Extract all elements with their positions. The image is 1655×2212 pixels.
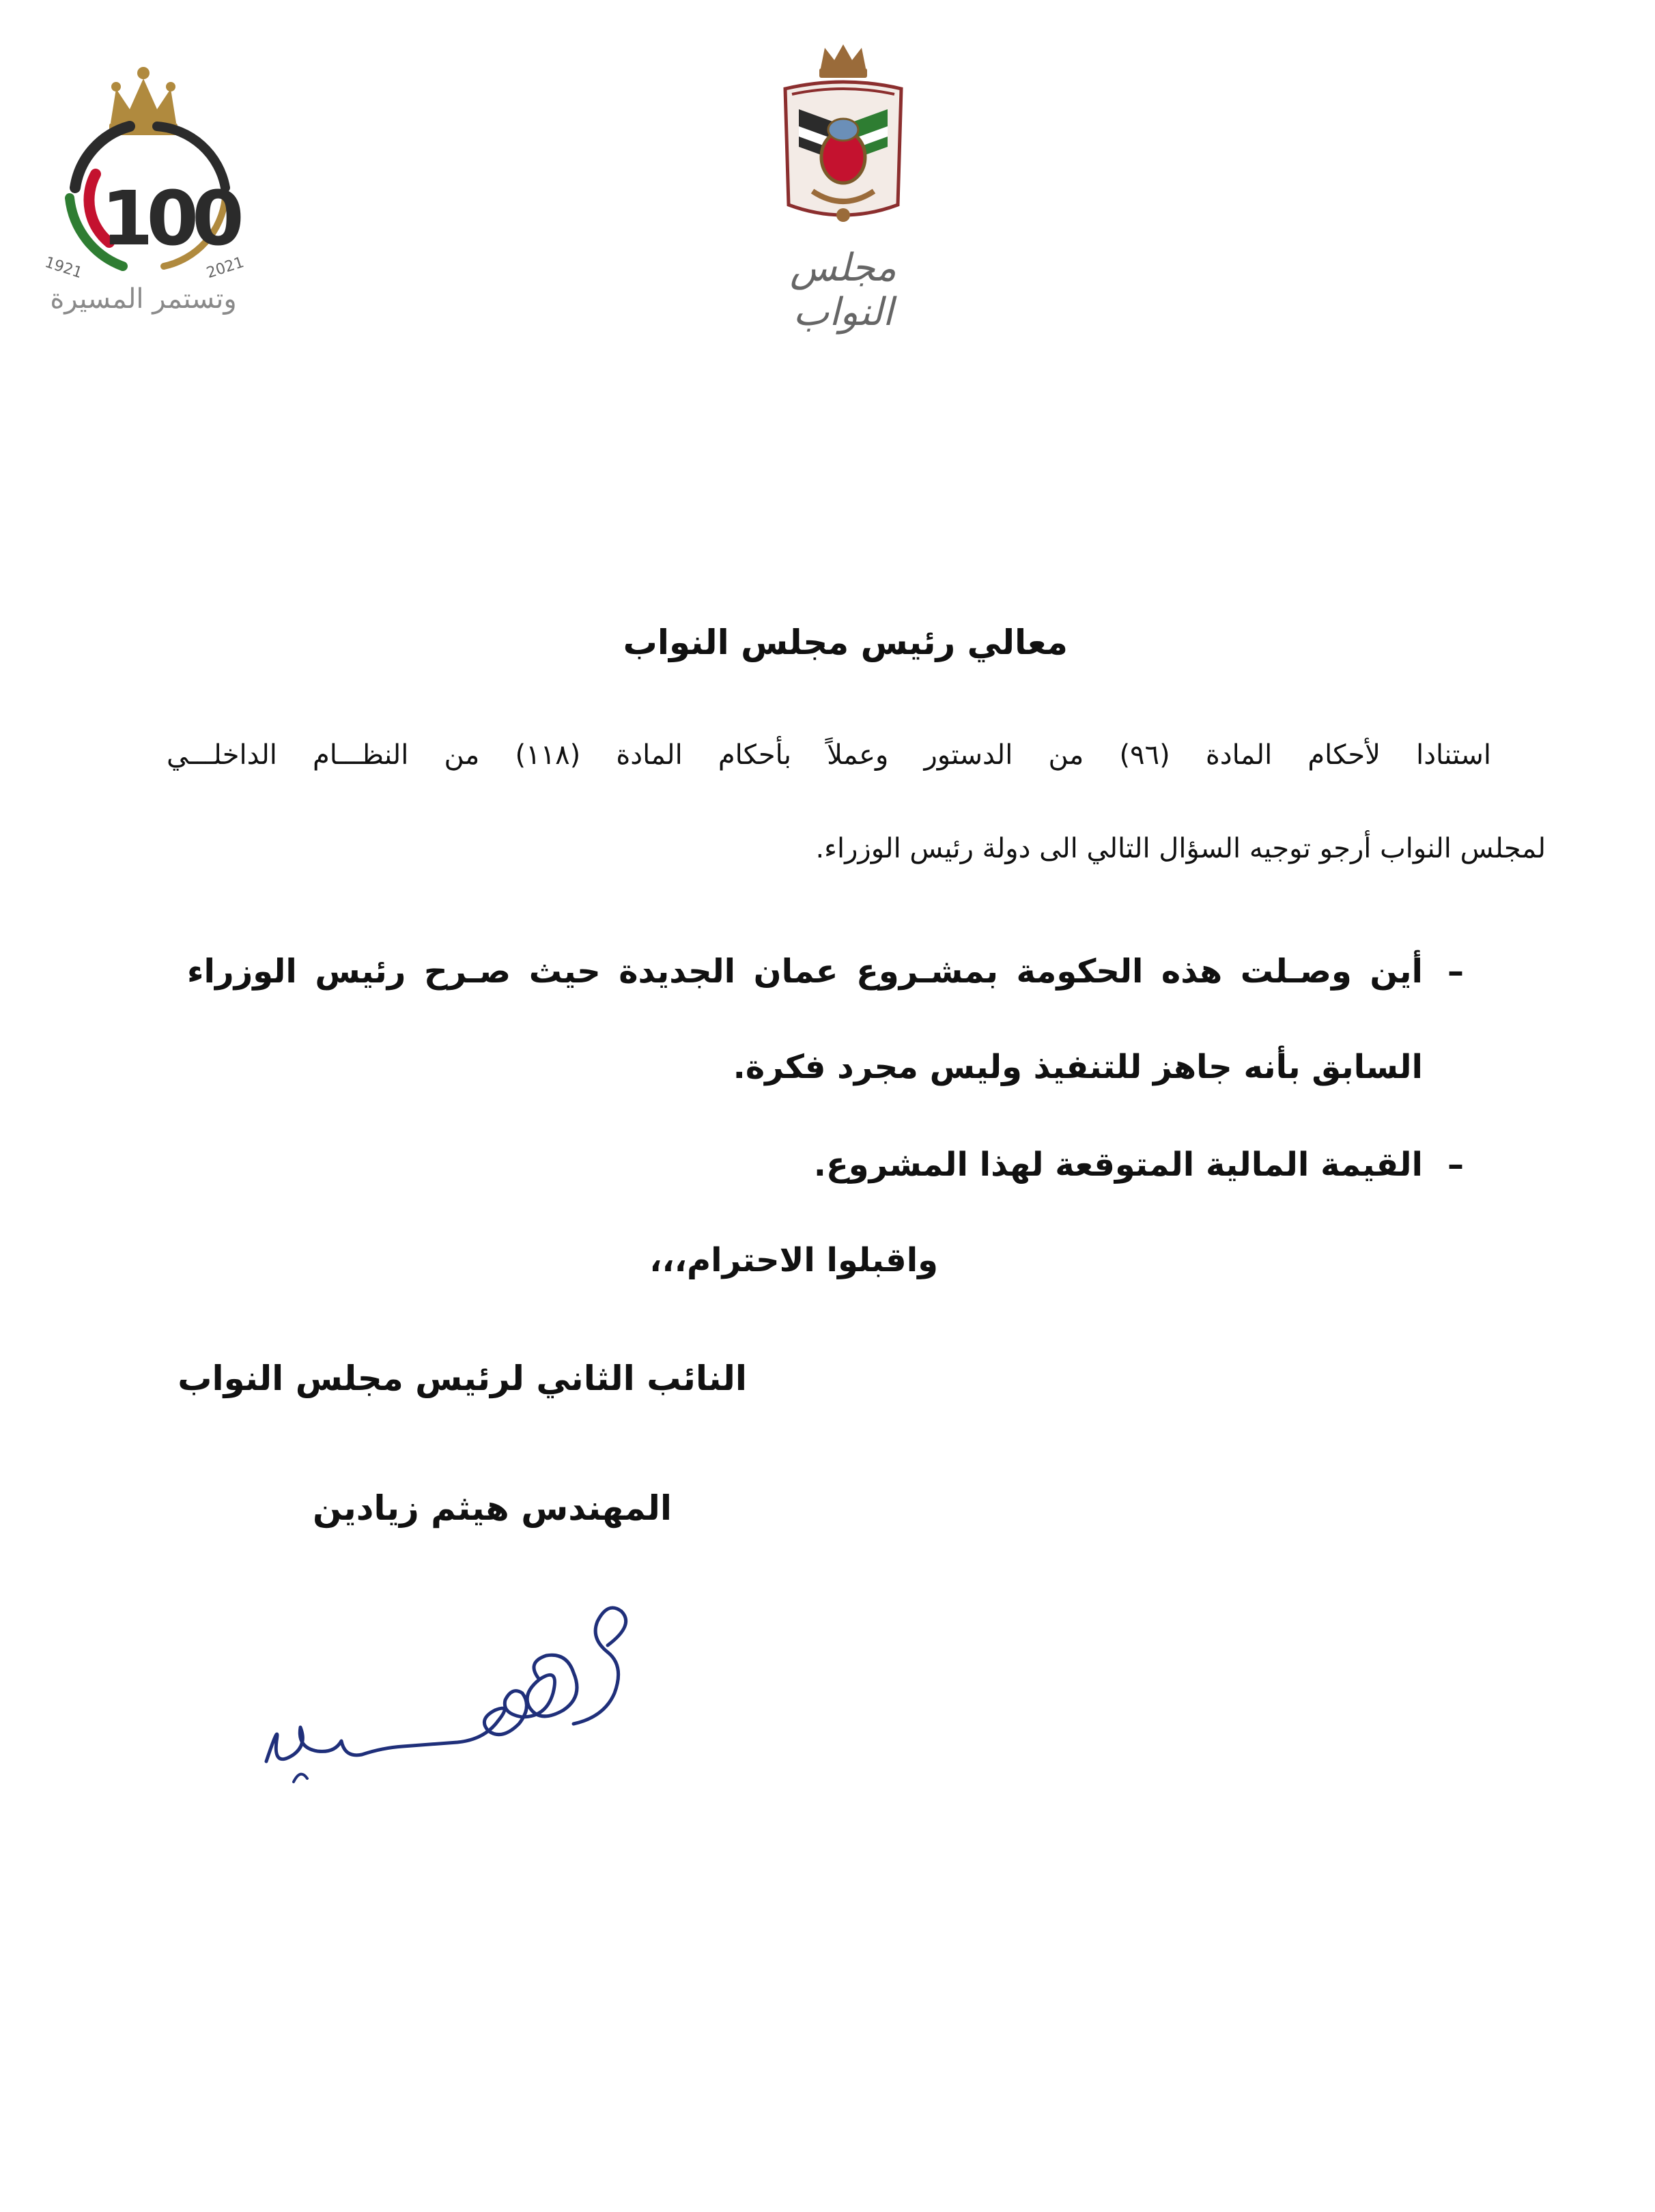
coat-of-arms-icon [772, 41, 915, 239]
signatory-title: النائب الثاني لرئيس مجلس النواب [178, 1359, 747, 1398]
question-bullet-1: – [1447, 952, 1464, 991]
centenary-year-end: 2021 [204, 253, 246, 283]
question-1-line-2: السابق بأنه جاهز للتنفيذ وليس مجرد فكرة. [733, 1048, 1423, 1086]
centenary-number-text: 100 [101, 175, 238, 262]
parliament-name-heading: مجلس النواب [789, 246, 897, 335]
centenary-year-start: 1921 [42, 253, 85, 283]
intro-line-2: لمجلس النواب أرجو توجيه السؤال التالي الى دولة رئيس الوزراء. [815, 833, 1546, 864]
question-bullet-2: – [1447, 1146, 1464, 1184]
closing-remark: واقبلوا الاحترام،،، [649, 1241, 938, 1279]
handwritten-signature [253, 1584, 649, 1802]
question-1-line-1: أين وصـلت هذه الحكومة بمشـروع عمان الجديدة حيث صـرح رئيس الوزراء [187, 952, 1423, 991]
signatory-name: المهندس هيثم زيادين [312, 1488, 672, 1528]
centenary-number [101, 175, 258, 262]
question-2: القيمة المالية المتوقعة لهذا المشروع. [813, 1146, 1423, 1184]
centenary-slogan: وتستمر المسيرة [50, 283, 237, 315]
centenary-logo [27, 51, 259, 328]
salutation: معالي رئيس مجلس النواب [623, 623, 1068, 662]
intro-line-1: استنادا لأحكام المادة (٩٦) من الدستور وعملاً بأحكام المادة (١١٨) من النظـــام الداخلـــي [167, 739, 1491, 771]
